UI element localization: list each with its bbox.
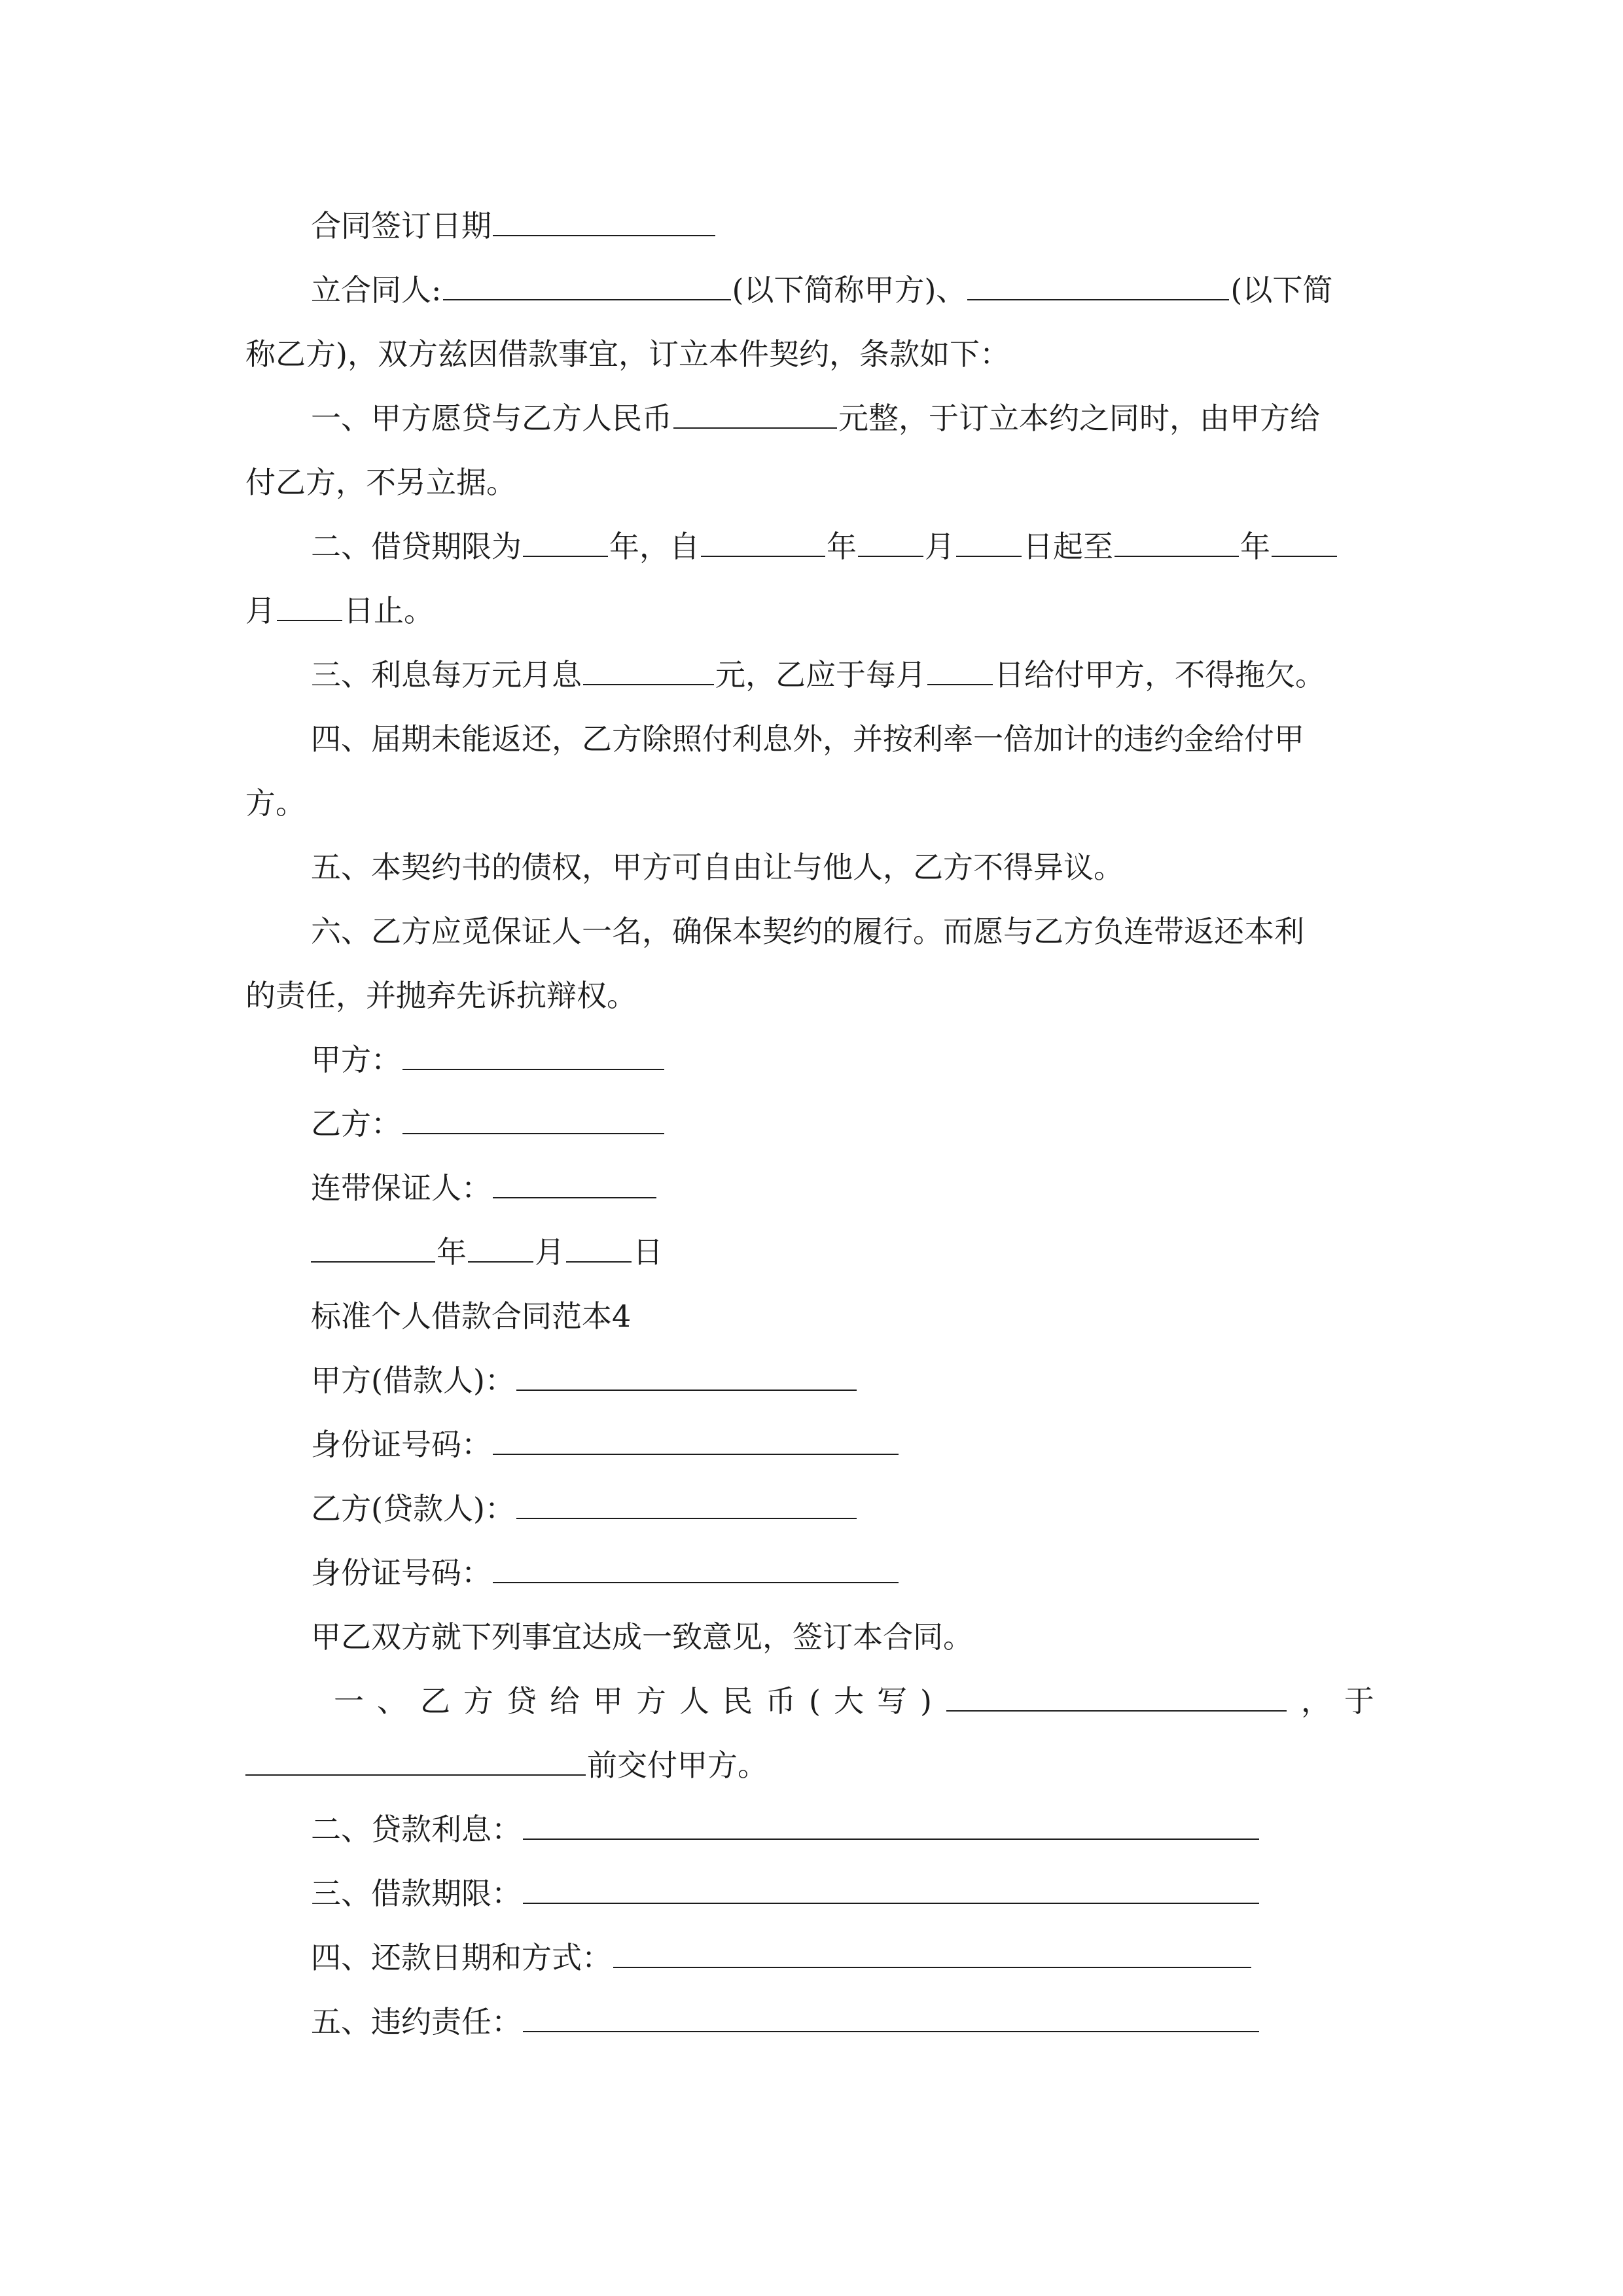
clause-1-text-3: 付乙方，不另立据。 bbox=[245, 465, 516, 500]
sign-party-b-label: 乙方： bbox=[311, 1106, 401, 1141]
clause-1-line-1 bbox=[245, 386, 1384, 450]
term-1-text: 一、乙方贷给甲方人民币(大写) bbox=[334, 1683, 945, 1719]
loan-term-blank[interactable] bbox=[523, 1866, 1259, 1904]
parties-label: 立合同人: bbox=[311, 272, 442, 308]
month-label: 月 bbox=[535, 1234, 565, 1270]
clause-1-line-2 bbox=[245, 450, 1384, 514]
sign-guarantor-label: 连带保证人： bbox=[311, 1170, 491, 1206]
lender-label: 乙方(贷款人)： bbox=[311, 1491, 515, 1526]
sign-year-blank[interactable] bbox=[311, 1225, 435, 1263]
repayment-blank[interactable] bbox=[613, 1930, 1251, 1968]
term-1-line-1 bbox=[245, 1669, 1387, 1733]
clause-5-text: 五、本契约书的债权，甲方可自由让与他人，乙方不得异议。 bbox=[311, 850, 1124, 885]
breach-blank[interactable] bbox=[523, 1994, 1259, 2032]
sign-party-b-blank[interactable] bbox=[402, 1096, 664, 1134]
month-label: 月 bbox=[245, 593, 276, 628]
sign-party-b-line bbox=[245, 1092, 1384, 1156]
end-day-blank[interactable] bbox=[277, 583, 342, 621]
sample-title bbox=[245, 1284, 1384, 1348]
sign-party-a-label: 甲方： bbox=[311, 1042, 401, 1077]
term-1-text-3: 前交付甲方。 bbox=[587, 1748, 768, 1783]
start-day-blank[interactable] bbox=[956, 519, 1022, 557]
end-label: 日止。 bbox=[344, 593, 434, 628]
lender-id-blank[interactable] bbox=[493, 1545, 899, 1583]
clause-2-line-2 bbox=[245, 579, 1384, 643]
end-month-blank[interactable] bbox=[1272, 519, 1337, 557]
sign-day-blank[interactable] bbox=[566, 1225, 632, 1263]
delivery-date-blank[interactable] bbox=[245, 1738, 586, 1776]
term-1-text-2: ，于 bbox=[1300, 1683, 1387, 1719]
term-2-line bbox=[245, 1797, 1384, 1861]
loan-amount-blank[interactable] bbox=[673, 391, 837, 429]
start-month-blank[interactable] bbox=[858, 519, 923, 557]
sign-date-line bbox=[245, 1220, 1384, 1284]
parties-line-2 bbox=[245, 322, 1384, 386]
clause-3-line bbox=[245, 643, 1384, 707]
repayment-label: 四、还款日期和方式： bbox=[311, 1940, 612, 1975]
sign-guarantor-line bbox=[245, 1156, 1384, 1220]
clause-6-text: 六、乙方应觅保证人一名，确保本契约的履行。而愿与乙方负连带返还本利 bbox=[311, 914, 1304, 949]
party-a-note: (以下简称甲方)、 bbox=[732, 272, 967, 308]
term-4-line bbox=[245, 1926, 1384, 1990]
term-years-blank[interactable] bbox=[523, 519, 608, 557]
id-label: 身份证号码： bbox=[311, 1427, 491, 1462]
term-3-line bbox=[245, 1861, 1384, 1926]
sign-month-blank[interactable] bbox=[468, 1225, 533, 1263]
borrower-label: 甲方(借款人)： bbox=[311, 1363, 515, 1398]
loan-term-label: 三、借款期限： bbox=[311, 1876, 522, 1911]
clause-1-text: 一、甲方愿贷与乙方人民币 bbox=[311, 401, 672, 436]
clause-4-line-2 bbox=[245, 771, 1384, 835]
sample-title-text: 标准个人借款合同范本4 bbox=[311, 1299, 632, 1334]
party-b-blank[interactable] bbox=[967, 262, 1229, 300]
clause-6-line-2 bbox=[245, 963, 1384, 1028]
clause-5-line bbox=[245, 835, 1384, 899]
year-label: 年 bbox=[1240, 529, 1270, 564]
clause-2-line-1 bbox=[245, 514, 1384, 579]
agreement-line bbox=[245, 1605, 1384, 1669]
borrower-line bbox=[245, 1348, 1384, 1412]
id-line-2 bbox=[245, 1541, 1384, 1605]
end-year-blank[interactable] bbox=[1115, 519, 1239, 557]
borrower-id-blank[interactable] bbox=[493, 1417, 899, 1455]
clause-4-line-1 bbox=[245, 707, 1384, 771]
party-a-blank[interactable] bbox=[443, 262, 731, 300]
term-1-line-2 bbox=[245, 1733, 1384, 1797]
parties-continuation: 称乙方)，双方兹因借款事宜，订立本件契约，条款如下： bbox=[245, 336, 1010, 372]
year-label: 年 bbox=[437, 1234, 467, 1270]
amount-uppercase-blank[interactable] bbox=[946, 1674, 1287, 1712]
clause-3-text: 三、利息每万元月息 bbox=[311, 657, 582, 692]
id-label: 身份证号码： bbox=[311, 1555, 491, 1590]
loan-interest-blank[interactable] bbox=[523, 1802, 1259, 1840]
loan-interest-label: 二、贷款利息： bbox=[311, 1812, 522, 1847]
year-label: 年 bbox=[827, 529, 857, 564]
month-label: 月 bbox=[925, 529, 955, 564]
day-label: 日 bbox=[633, 1234, 663, 1270]
clause-2-text: 二、借贷期限为 bbox=[311, 529, 522, 564]
borrower-blank[interactable] bbox=[516, 1353, 857, 1391]
pay-day-blank[interactable] bbox=[927, 647, 993, 685]
party-b-note: (以下简 bbox=[1230, 272, 1333, 308]
clause-3-text-2: 元，乙应于每月 bbox=[715, 657, 926, 692]
lender-blank[interactable] bbox=[516, 1481, 857, 1519]
contract-date-blank[interactable] bbox=[493, 198, 715, 236]
clause-1-text-2: 元整，于订立本约之同时，由甲方给 bbox=[838, 401, 1320, 436]
day-to-label: 日起至 bbox=[1023, 529, 1113, 564]
lender-line bbox=[245, 1477, 1384, 1541]
breach-label: 五、违约责任： bbox=[311, 2004, 522, 2039]
from-label: ，自 bbox=[639, 529, 700, 564]
clause-3-text-3: 日给付甲方，不得拖欠。 bbox=[994, 657, 1325, 692]
agreement-text: 甲乙双方就下列事宜达成一致意见，签订本合同。 bbox=[311, 1619, 973, 1655]
interest-blank[interactable] bbox=[583, 647, 714, 685]
clause-4-text-2: 方。 bbox=[245, 785, 306, 821]
contract-date-label: 合同签订日期 bbox=[311, 208, 491, 243]
parties-line-1 bbox=[245, 258, 1384, 322]
clause-4-text: 四、届期未能返还，乙方除照付利息外，并按利率一倍加计的违约金给付甲 bbox=[311, 721, 1304, 757]
contract-date-line bbox=[245, 194, 1384, 258]
sign-party-a-line bbox=[245, 1028, 1384, 1092]
sign-party-a-blank[interactable] bbox=[402, 1032, 664, 1070]
clause-6-text-2: 的责任，并抛弃先诉抗辩权。 bbox=[245, 978, 637, 1013]
clause-6-line-1 bbox=[245, 899, 1384, 963]
year-label: 年 bbox=[609, 529, 639, 564]
sign-guarantor-blank[interactable] bbox=[493, 1160, 656, 1198]
id-line-1 bbox=[245, 1412, 1384, 1477]
term-5-line bbox=[245, 1990, 1384, 2054]
start-year-blank[interactable] bbox=[701, 519, 825, 557]
